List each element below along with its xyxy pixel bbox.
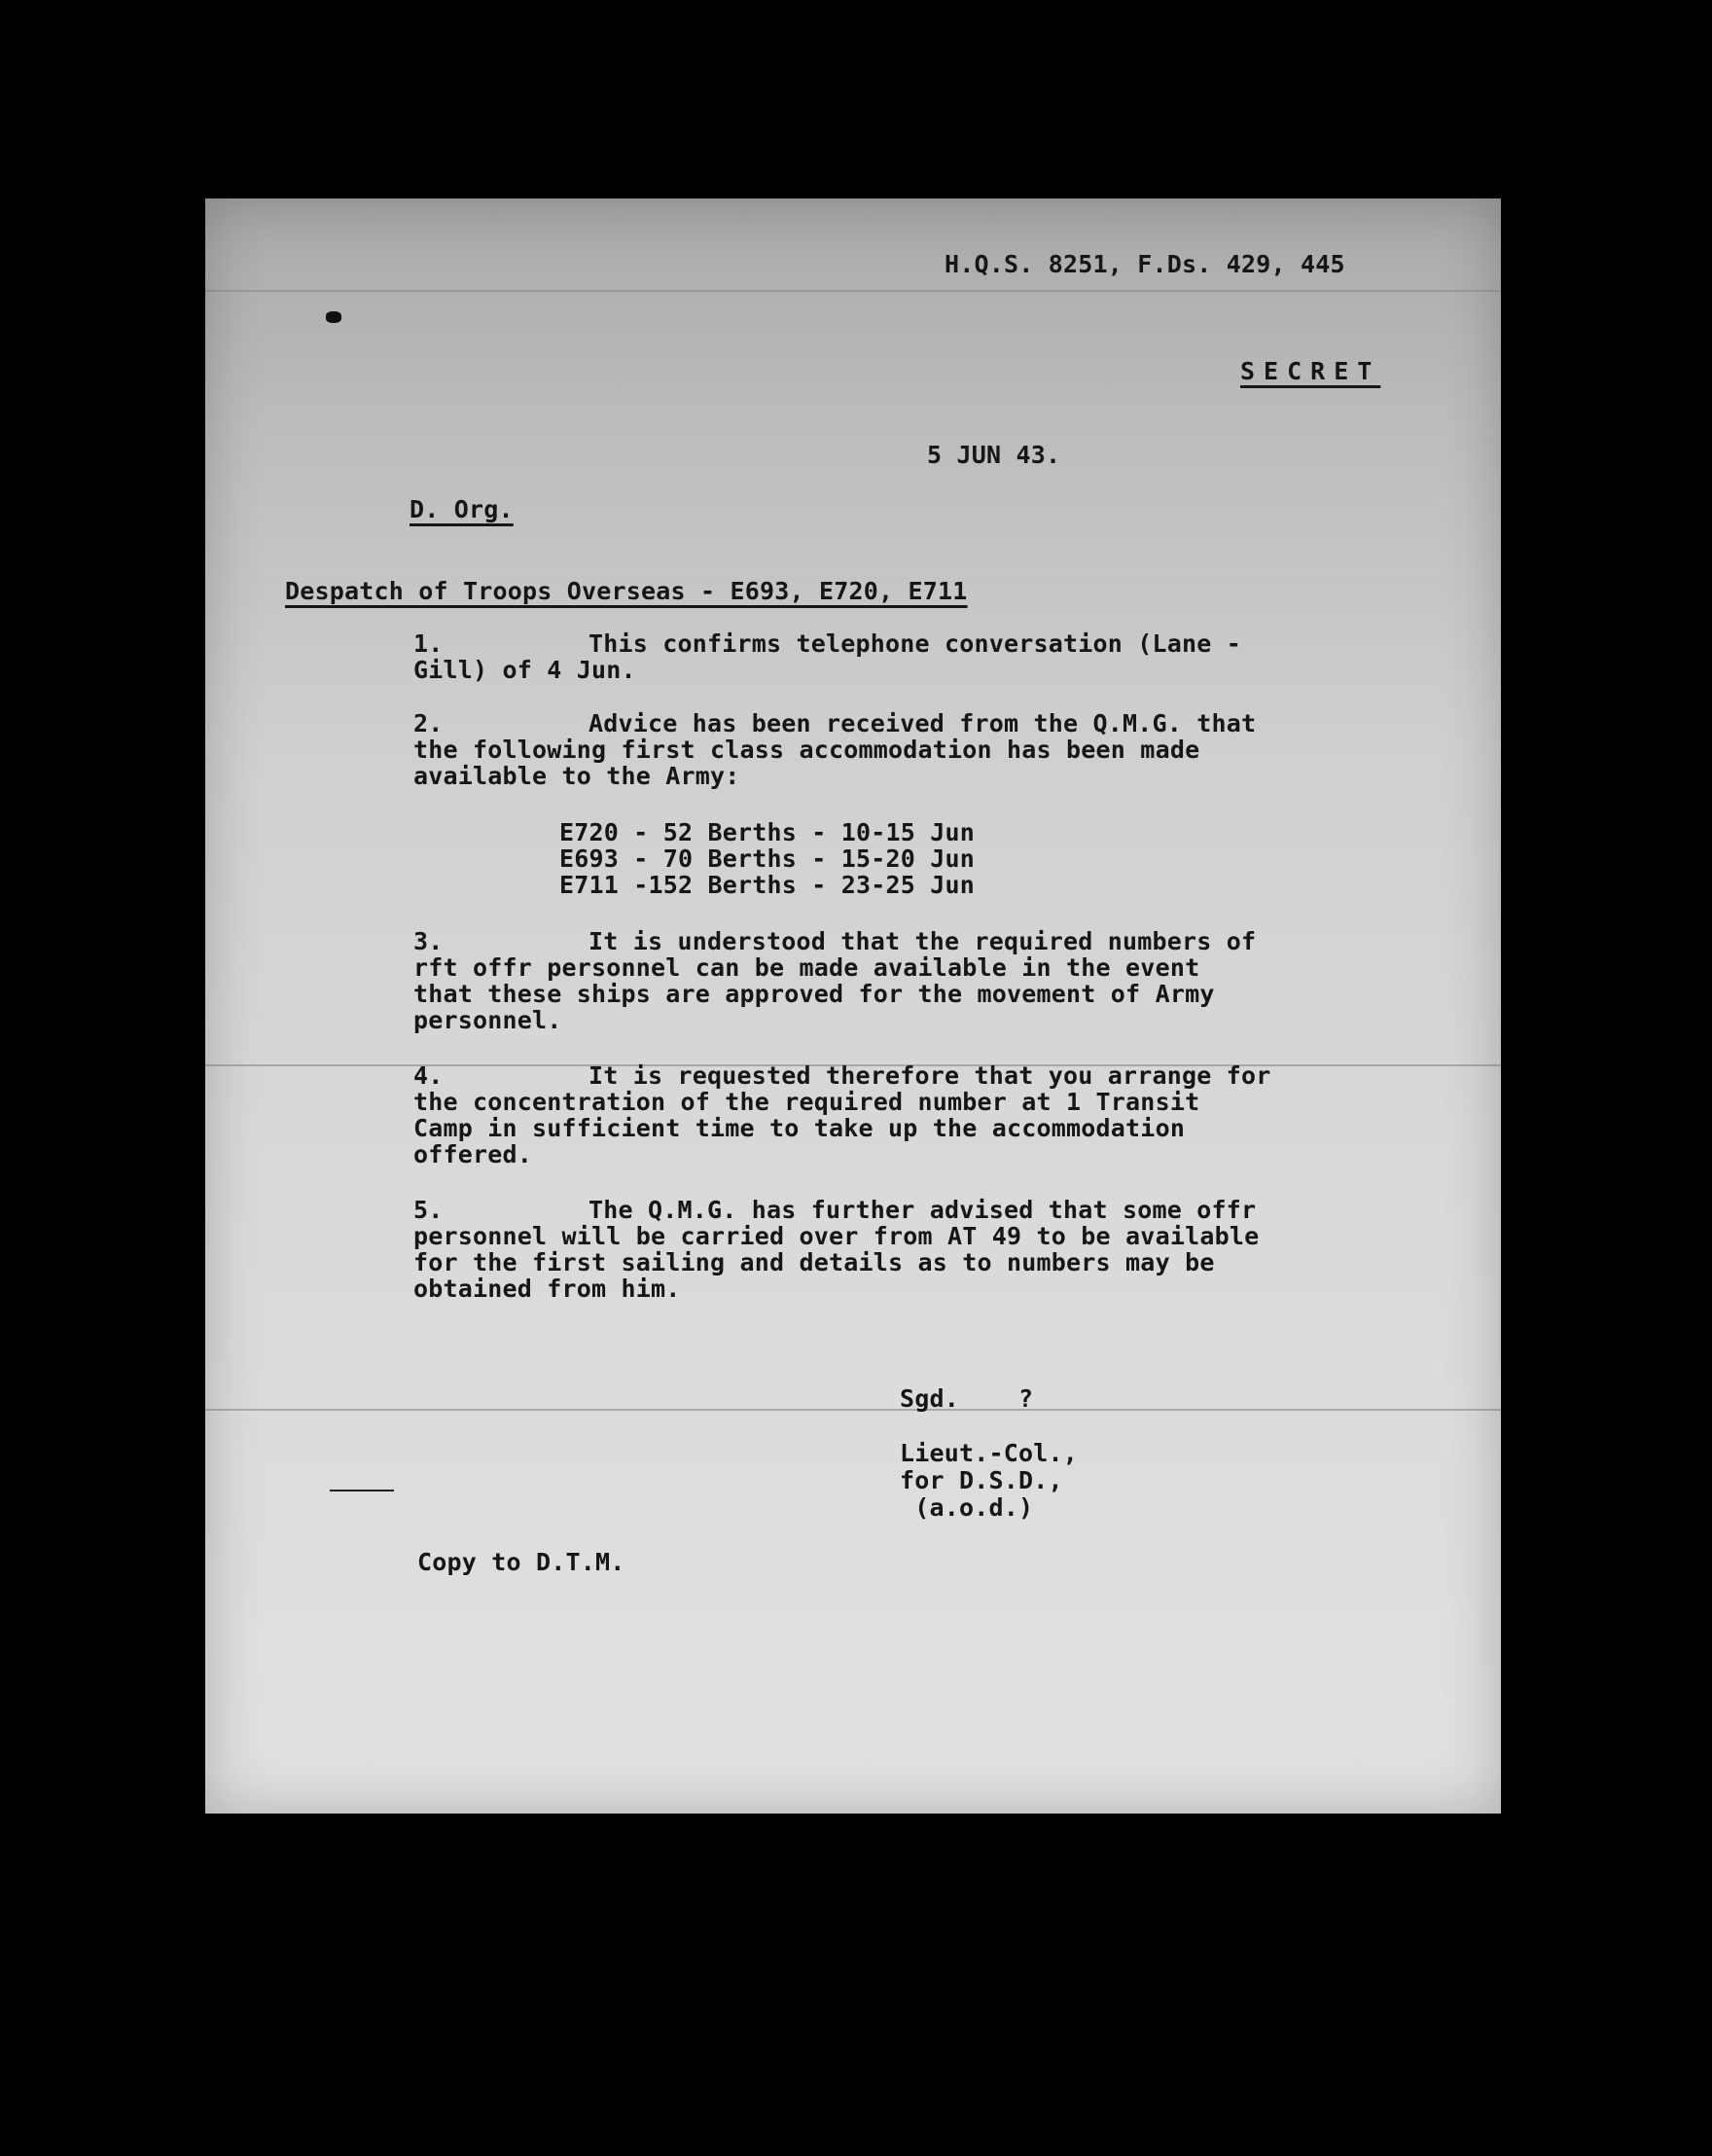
fold-line — [205, 1409, 1501, 1411]
document-date: 5 JUN 43. — [927, 441, 1061, 469]
classification-label: SECRET — [1240, 357, 1381, 385]
paragraph-line: rft offr personnel can be made available in the event — [413, 953, 1200, 982]
fold-line — [205, 290, 1501, 292]
paragraph-line: that these ships are approved for the movement of Army — [413, 980, 1215, 1008]
paragraph-line: This confirms telephone conversation (Lane - — [588, 629, 1242, 658]
paragraph-line: personnel will be carried over from AT 49 to be available — [413, 1222, 1260, 1250]
paragraph-line: Advice has been received from the Q.M.G. that — [588, 709, 1257, 737]
paragraph-line: for the first sailing and details as to numbers may be — [413, 1248, 1215, 1276]
paragraph-line: the concentration of the required number at 1 Transit — [413, 1088, 1200, 1116]
paragraph-number: 5. — [413, 1196, 444, 1224]
paragraph-number: 2. — [413, 709, 444, 737]
subject-line: Despatch of Troops Overseas - E693, E720, E711 — [285, 577, 968, 605]
paragraph-number: 3. — [413, 927, 444, 955]
signature-aod: (a.o.d.) — [900, 1493, 1034, 1522]
berth-entry: E693 - 70 Berths - 15-20 Jun — [559, 844, 976, 873]
signature-rank: Lieut.-Col., — [900, 1439, 1079, 1467]
margin-mark — [330, 1490, 394, 1491]
paragraph-line: The Q.M.G. has further advised that some offr — [588, 1196, 1257, 1224]
paragraph-number: 1. — [413, 629, 444, 658]
paragraph-number: 4. — [413, 1061, 444, 1090]
paragraph-line: available to the Army: — [413, 762, 740, 790]
signature-for: for D.S.D., — [900, 1466, 1063, 1494]
paragraph-line: It is requested therefore that you arrange for — [588, 1061, 1271, 1090]
document-page — [205, 198, 1501, 1814]
paragraph-line: obtained from him. — [413, 1275, 681, 1303]
ink-speck — [326, 311, 341, 323]
berth-entry: E720 - 52 Berths - 10-15 Jun — [559, 818, 976, 846]
copy-to: Copy to D.T.M. — [417, 1548, 625, 1576]
paragraph-line: Camp in sufficient time to take up the accommodation — [413, 1114, 1186, 1142]
paragraph-line: offered. — [413, 1140, 533, 1168]
paragraph-line: It is understood that the required numbers of — [588, 927, 1257, 955]
paragraph-line: personnel. — [413, 1006, 562, 1034]
addressee: D. Org. — [410, 495, 514, 523]
berth-entry: E711 -152 Berths - 23-25 Jun — [559, 871, 976, 899]
paragraph-line: the following first class accommodation has been made — [413, 736, 1200, 764]
reference-number: H.Q.S. 8251, F.Ds. 429, 445 — [945, 250, 1345, 278]
signature-sgd: Sgd. ? — [900, 1384, 1034, 1413]
paragraph-line: Gill) of 4 Jun. — [413, 656, 636, 684]
